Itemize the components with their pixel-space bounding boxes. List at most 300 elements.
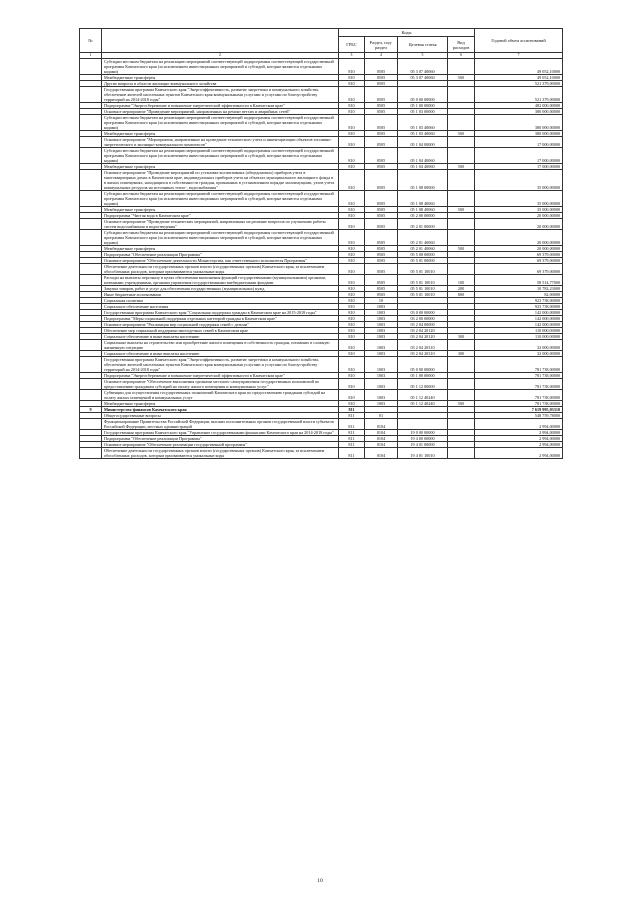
row-grbs-cell: 810 bbox=[339, 212, 365, 218]
row-amount-cell: 2 994,00000 bbox=[475, 447, 563, 458]
row-exptype-cell: 800 bbox=[448, 291, 475, 297]
row-name-cell: Иные бюджетные ассигнования bbox=[102, 291, 339, 297]
row-amount-cell: 380 000,00000 bbox=[475, 108, 563, 114]
row-num-cell bbox=[80, 447, 102, 458]
row-amount-cell: 32 000,00000 bbox=[475, 350, 563, 356]
row-target-cell: 19 4 01 10010 bbox=[398, 447, 448, 458]
row-exptype-cell bbox=[448, 378, 475, 389]
row-target-cell: 05 1 03 40060 bbox=[398, 130, 448, 136]
row-name-cell: Субсидии местным бюджетам на реализацию мероприятий соответствующей подпрограммы соответствующей государственной программы Камчатского края (за исключением инвестиционных мероприятий и субсидий, которые являются отдельными кодами) bbox=[102, 114, 339, 130]
row-target-cell: 05 1 04 00000 bbox=[398, 136, 448, 147]
row-grbs-cell: 810 bbox=[339, 218, 365, 229]
row-target-cell: 05 1 12 00000 bbox=[398, 378, 448, 389]
row-name-cell: Социальное обеспечение и иные выплаты населению bbox=[102, 333, 339, 339]
row-target-cell: 05 5 01 10010 bbox=[398, 274, 448, 285]
row-exptype-cell bbox=[448, 147, 475, 163]
column-number: 4 bbox=[365, 53, 398, 59]
row-section-cell: 0505 bbox=[365, 245, 398, 251]
row-name-cell: Государственная программа Камчатского края "Социальная поддержка граждан в Камчатском крае на 2015-2018 годы" bbox=[102, 309, 339, 315]
row-target-cell: 05 2 01 40060 bbox=[398, 229, 448, 245]
row-exptype-cell: 500 bbox=[448, 74, 475, 80]
row-target-cell: 05 1 00 00000 bbox=[398, 102, 448, 108]
row-target-cell: 05 1 04 40060 bbox=[398, 147, 448, 163]
row-section-cell: 0505 bbox=[365, 108, 398, 114]
row-exptype-cell: 200 bbox=[448, 285, 475, 291]
table-row bbox=[80, 114, 563, 130]
row-grbs-cell: 811 bbox=[339, 435, 365, 441]
row-exptype-cell bbox=[448, 58, 475, 74]
table-body bbox=[80, 58, 563, 458]
row-amount-cell: 2 994,00000 bbox=[475, 429, 563, 435]
table-row bbox=[80, 418, 563, 429]
row-amount-cell: 69 379,00000 bbox=[475, 263, 563, 274]
row-section-cell: 10 bbox=[365, 297, 398, 303]
row-num-cell bbox=[80, 263, 102, 274]
row-amount-cell: 20 000,00000 bbox=[475, 212, 563, 218]
row-grbs-cell: 811 bbox=[339, 412, 365, 418]
row-section-cell: 0505 bbox=[365, 291, 398, 297]
row-name-cell: Подпрограмма "Энергосбережение и повышение энергетической эффективности в Камчатском крае" bbox=[102, 102, 339, 108]
row-amount-cell: 110 000,00000 bbox=[475, 333, 563, 339]
column-number: 1 bbox=[80, 53, 102, 59]
row-amount-cell: 781 738,00000 bbox=[475, 372, 563, 378]
row-amount-cell: 548 759,78000 bbox=[475, 412, 563, 418]
row-grbs-cell: 810 bbox=[339, 321, 365, 327]
row-amount-cell: 49 052,10000 bbox=[475, 74, 563, 80]
row-target-cell: 05 5 01 10010 bbox=[398, 263, 448, 274]
row-section-cell: 0505 bbox=[365, 80, 398, 86]
row-target-cell: 03 2 04 20310 bbox=[398, 339, 448, 350]
row-section-cell: 0505 bbox=[365, 212, 398, 218]
row-amount-cell: 380 000,00000 bbox=[475, 130, 563, 136]
row-amount-cell: 923 738,00000 bbox=[475, 303, 563, 309]
row-section-cell: 1003 bbox=[365, 356, 398, 372]
row-grbs-cell: 810 bbox=[339, 285, 365, 291]
row-target-cell bbox=[398, 418, 448, 429]
row-grbs-cell: 810 bbox=[339, 389, 365, 400]
budget-table bbox=[79, 28, 563, 459]
table-row bbox=[80, 169, 563, 190]
row-target-cell: 05 2 01 00000 bbox=[398, 218, 448, 229]
row-section-cell: 0104 bbox=[365, 447, 398, 458]
row-grbs-cell: 810 bbox=[339, 356, 365, 372]
row-amount-cell: 58 514,77000 bbox=[475, 274, 563, 285]
row-target-cell: 19 0 00 00000 bbox=[398, 429, 448, 435]
row-grbs-cell: 810 bbox=[339, 274, 365, 285]
row-grbs-cell: 810 bbox=[339, 130, 365, 136]
row-amount-cell: 781 738,00000 bbox=[475, 378, 563, 389]
row-target-cell: 05 2 00 00000 bbox=[398, 212, 448, 218]
table-row bbox=[80, 274, 563, 285]
row-grbs-cell: 810 bbox=[339, 257, 365, 263]
row-grbs-cell: 810 bbox=[339, 297, 365, 303]
row-section-cell: 0505 bbox=[365, 163, 398, 169]
row-grbs-cell: 811 bbox=[339, 406, 365, 412]
row-name-cell: Субвенции для осуществления государственных полномочий Камчатского края по предоставлению гражданам субсидий на оплату жилых помещений и коммунальных услуг bbox=[102, 389, 339, 400]
row-name-cell: Министерство финансов Камчатского края bbox=[102, 406, 339, 412]
row-grbs-cell: 811 bbox=[339, 447, 365, 458]
row-name-cell: Подпрограмма "Энергосбережение и повышение энергетической эффективности в Камчатском крае" bbox=[102, 372, 339, 378]
row-target-cell: 03 2 04 20310 bbox=[398, 350, 448, 356]
row-section-cell: 0104 bbox=[365, 441, 398, 447]
row-amount-cell: 781 738,00000 bbox=[475, 389, 563, 400]
column-number: 3 bbox=[339, 53, 365, 59]
row-amount-cell: 32 000,00000 bbox=[475, 339, 563, 350]
row-exptype-cell bbox=[448, 356, 475, 372]
row-target-cell: 05 2 01 40060 bbox=[398, 245, 448, 251]
row-grbs-cell: 810 bbox=[339, 136, 365, 147]
column-number: 5 bbox=[398, 53, 448, 59]
row-num-cell bbox=[80, 86, 102, 102]
table-row bbox=[80, 339, 563, 350]
row-exptype-cell: 300 bbox=[448, 333, 475, 339]
row-grbs-cell: 811 bbox=[339, 429, 365, 435]
row-grbs-cell: 810 bbox=[339, 378, 365, 389]
row-grbs-cell: 810 bbox=[339, 291, 365, 297]
column-number: 2 bbox=[102, 53, 339, 59]
row-amount-cell: 17 000,00000 bbox=[475, 136, 563, 147]
row-section-cell: 0505 bbox=[365, 251, 398, 257]
row-grbs-cell: 810 bbox=[339, 400, 365, 406]
row-name-cell: Субсидии местным бюджетам на реализацию мероприятий соответствующей подпрограммы соответствующей государственной программы Камчатского края (за исключением инвестиционных мероприятий и субсидий, которые являются отдельными кодами) bbox=[102, 147, 339, 163]
row-grbs-cell: 810 bbox=[339, 315, 365, 321]
row-num-cell bbox=[80, 136, 102, 147]
row-grbs-cell: 810 bbox=[339, 327, 365, 333]
row-grbs-cell: 810 bbox=[339, 86, 365, 102]
row-name-cell: Основное мероприятие "Проведение мероприятий по установке коллективных (общедомовых) приборов учета в многоквартирных домах в Камчатском крае, индивидуальных приборов учета на объектах муниципального жилищного фонда и в жилых помещениях, находящихся в собственности граждан, признанных в установленном порядке малоимущими, узлов учета коммунальных ресурсов на источниках тепло-, водоснабжения" bbox=[102, 169, 339, 190]
row-target-cell: 03 2 00 00000 bbox=[398, 315, 448, 321]
row-name-cell: Основное мероприятие "Проведение технических мероприятий, направленных на решение вопросов по улучшению работы систем водоснабжения и водоотведения" bbox=[102, 218, 339, 229]
row-amount-cell: 20 000,00000 bbox=[475, 245, 563, 251]
header-num: № bbox=[80, 29, 102, 53]
row-grbs-cell: 810 bbox=[339, 102, 365, 108]
row-grbs-cell: 810 bbox=[339, 169, 365, 190]
row-name-cell: Субсидии местным бюджетам на реализацию мероприятий соответствующей подпрограммы соответствующей государственной программы Камчатского края (за исключением инвестиционных мероприятий и субсидий, которые являются отдельными кодами) bbox=[102, 58, 339, 74]
row-num-cell bbox=[80, 356, 102, 372]
row-name-cell: Функционирование Правительства Российской Федерации, высших исполнительных органов государственной власти субъектов Российской Федерации, местных администраций bbox=[102, 418, 339, 429]
row-num-cell bbox=[80, 147, 102, 163]
row-target-cell: 05 5 00 00000 bbox=[398, 251, 448, 257]
header-exptype: Вид расходов bbox=[448, 37, 475, 53]
row-amount-cell: 17 000,00000 bbox=[475, 147, 563, 163]
row-name-cell: Другие вопросы в области жилищно-коммунального хозяйства bbox=[102, 80, 339, 86]
row-grbs-cell: 810 bbox=[339, 163, 365, 169]
row-target-cell: 05 1 12 40240 bbox=[398, 400, 448, 406]
row-section-cell: 1003 bbox=[365, 333, 398, 339]
row-section-cell: 0505 bbox=[365, 58, 398, 74]
table-header bbox=[80, 29, 563, 59]
row-grbs-cell: 810 bbox=[339, 190, 365, 206]
row-name-cell: Основное мероприятие "Приведение мероприятий, направленных на ремонт ветхих и аварийных сетей" bbox=[102, 108, 339, 114]
row-target-cell: 05 5 01 00000 bbox=[398, 257, 448, 263]
table-row bbox=[80, 190, 563, 206]
row-amount-cell: 521 379,00000 bbox=[475, 80, 563, 86]
row-section-cell: 1003 bbox=[365, 350, 398, 356]
table-row bbox=[80, 356, 563, 372]
row-exptype-cell: 300 bbox=[448, 350, 475, 356]
row-exptype-cell: 500 bbox=[448, 130, 475, 136]
row-target-cell: 05 1 03 00000 bbox=[398, 108, 448, 114]
row-section-cell: 0505 bbox=[365, 218, 398, 229]
row-name-cell: Социальное обеспечение и иные выплаты населению bbox=[102, 350, 339, 356]
row-target-cell: 05 1 12 40240 bbox=[398, 389, 448, 400]
row-name-cell: Основное мероприятие "Обеспечение выполнения органами местного самоуправления государственных полномочий по предоставлению гражданам субсидий на оплату жилого помещения и коммунальных услуг" bbox=[102, 378, 339, 389]
row-amount-cell: 380 000,00000 bbox=[475, 114, 563, 130]
row-name-cell: Обеспечение мер социальной поддержки многодетных семей в Камчатском крае bbox=[102, 327, 339, 333]
row-section-cell: 0505 bbox=[365, 206, 398, 212]
row-amount-cell: 7 619 995,03310 bbox=[475, 406, 563, 412]
row-name-cell: Социальные выплаты на строительство или приобретение жилого помещения в собственность граждан, попавших в сложную жизненную ситуацию bbox=[102, 339, 339, 350]
row-amount-cell: 142 000,00000 bbox=[475, 309, 563, 315]
column-number: 6 bbox=[448, 53, 475, 59]
row-amount-cell: 35 000,00000 bbox=[475, 206, 563, 212]
row-amount-cell: 2 994,00000 bbox=[475, 435, 563, 441]
row-amount-cell: 20 000,00000 bbox=[475, 229, 563, 245]
row-section-cell: 1003 bbox=[365, 378, 398, 389]
table-row bbox=[80, 147, 563, 163]
header-name bbox=[102, 29, 339, 53]
table-row bbox=[80, 263, 563, 274]
row-num-cell bbox=[80, 229, 102, 245]
row-amount-cell: 49 052,10000 bbox=[475, 58, 563, 74]
row-name-cell: Межбюджетные трансферты bbox=[102, 74, 339, 80]
row-num-cell bbox=[80, 339, 102, 350]
header-target: Целевая статья bbox=[398, 37, 448, 53]
row-grbs-cell: 810 bbox=[339, 350, 365, 356]
row-section-cell: 1003 bbox=[365, 339, 398, 350]
header-codes: Коды bbox=[339, 29, 475, 37]
row-grbs-cell: 810 bbox=[339, 74, 365, 80]
row-num-cell bbox=[80, 389, 102, 400]
row-grbs-cell: 810 bbox=[339, 251, 365, 257]
table-row bbox=[80, 58, 563, 74]
row-exptype-cell bbox=[448, 114, 475, 130]
row-name-cell: Субсидии местным бюджетам на реализацию мероприятий соответствующей подпрограммы соответствующей государственной программы Камчатского края (за исключением инвестиционных мероприятий и субсидий, которые являются отдельными кодами) bbox=[102, 190, 339, 206]
row-name-cell: Основное мероприятие "Реализация мер социальной поддержки семей с детьми" bbox=[102, 321, 339, 327]
row-num-cell bbox=[80, 58, 102, 74]
row-section-cell: 0505 bbox=[365, 285, 398, 291]
table-row bbox=[80, 86, 563, 102]
row-amount-cell: 82,00000 bbox=[475, 291, 563, 297]
row-target-cell: 03 0 00 00000 bbox=[398, 309, 448, 315]
table-row bbox=[80, 447, 563, 458]
row-name-cell: Государственная программа Камчатского края "Энергоэффективность, развитие энергетики и коммунального хозяйства, обеспечение жителей населенных пунктов Камчатского края коммунальными услугами и услугами по благоустройству территорий на 2014-2018 годы" bbox=[102, 86, 339, 102]
row-amount-cell: 482 000,00000 bbox=[475, 102, 563, 108]
row-name-cell: Основное мероприятие "Мероприятия, направленные на проведение технического учета и инвентаризации объектов топливно-энергетического и жилищно-коммунального комплексов" bbox=[102, 136, 339, 147]
row-target-cell: 05 3 07 40060 bbox=[398, 74, 448, 80]
row-exptype-cell bbox=[448, 229, 475, 245]
row-grbs-cell: 810 bbox=[339, 245, 365, 251]
row-section-cell: 0505 bbox=[365, 130, 398, 136]
row-num-cell bbox=[80, 218, 102, 229]
row-exptype-cell bbox=[448, 389, 475, 400]
row-target-cell: 05 1 04 40060 bbox=[398, 163, 448, 169]
row-section-cell: 0505 bbox=[365, 274, 398, 285]
row-grbs-cell: 810 bbox=[339, 303, 365, 309]
row-grbs-cell: 811 bbox=[339, 441, 365, 447]
row-num-cell bbox=[80, 190, 102, 206]
row-num-cell: 9 bbox=[80, 406, 102, 412]
row-grbs-cell: 810 bbox=[339, 80, 365, 86]
row-amount-cell: 10 782,23000 bbox=[475, 285, 563, 291]
row-section-cell: 0104 bbox=[365, 418, 398, 429]
row-grbs-cell: 810 bbox=[339, 229, 365, 245]
row-amount-cell: 2 994,00000 bbox=[475, 418, 563, 429]
table-row bbox=[80, 229, 563, 245]
row-name-cell: Субсидии местным бюджетам на реализацию мероприятий соответствующей подпрограммы соответствующей государственной программы Камчатского края (за исключением инвестиционных мероприятий и субсидий, которые являются отдельными кодами) bbox=[102, 229, 339, 245]
row-exptype-cell bbox=[448, 136, 475, 147]
row-name-cell: Межбюджетные трансферты bbox=[102, 400, 339, 406]
row-grbs-cell: 810 bbox=[339, 147, 365, 163]
row-num-cell bbox=[80, 114, 102, 130]
row-section-cell: 0505 bbox=[365, 74, 398, 80]
row-amount-cell: 69 379,00000 bbox=[475, 257, 563, 263]
row-amount-cell: 142 000,00000 bbox=[475, 315, 563, 321]
row-exptype-cell: 500 bbox=[448, 163, 475, 169]
row-name-cell: Социальное обеспечение населения bbox=[102, 303, 339, 309]
header-grbs: ГРБС bbox=[339, 37, 365, 53]
row-section-cell: 1003 bbox=[365, 303, 398, 309]
row-amount-cell: 35 000,00000 bbox=[475, 190, 563, 206]
row-exptype-cell bbox=[448, 447, 475, 458]
row-exptype-cell bbox=[448, 86, 475, 102]
header-annual: Годовой объем ассигнований bbox=[475, 29, 563, 53]
row-name-cell: Государственная программа Камчатского края "Управление государственными финансами Камчатского края на 2014-2018 годы" bbox=[102, 429, 339, 435]
row-section-cell: 1003 bbox=[365, 389, 398, 400]
row-name-cell: Межбюджетные трансферты bbox=[102, 245, 339, 251]
row-exptype-cell bbox=[448, 190, 475, 206]
row-name-cell: Государственная программа Камчатского края "Энергоэффективность, развитие энергетики и коммунального хозяйства, обеспечение жителей населенных пунктов Камчатского края коммунальными услугами и услугами по благоустройству территорий на 2014-2018 годы" bbox=[102, 356, 339, 372]
row-section-cell: 0104 bbox=[365, 435, 398, 441]
row-section-cell: 0104 bbox=[365, 429, 398, 435]
row-grbs-cell: 811 bbox=[339, 418, 365, 429]
row-grbs-cell: 810 bbox=[339, 206, 365, 212]
row-target-cell: 19 4 01 00000 bbox=[398, 441, 448, 447]
row-amount-cell: 35 000,00000 bbox=[475, 169, 563, 190]
row-exptype-cell: 500 bbox=[448, 206, 475, 212]
row-name-cell: Закупка товаров, работ и услуг для обеспечения государственных (муниципальных) нужд bbox=[102, 285, 339, 291]
row-section-cell: 0505 bbox=[365, 102, 398, 108]
row-name-cell: Обеспечение деятельности государственных органов власти (государственных органов) Камчатского края, за исключением обособленных расходов, которым присваиваются уникальные коды bbox=[102, 447, 339, 458]
row-section-cell: 0505 bbox=[365, 136, 398, 147]
row-name-cell: Основное мероприятие "Обеспечение деятельности Министерства, как ответственного исполнителя Программы" bbox=[102, 257, 339, 263]
row-grbs-cell: 810 bbox=[339, 114, 365, 130]
row-section-cell: 0505 bbox=[365, 190, 398, 206]
row-target-cell: 05 5 01 10010 bbox=[398, 291, 448, 297]
row-section-cell: 0505 bbox=[365, 169, 398, 190]
row-name-cell: Подпрограмма "Обеспечение реализации Программы" bbox=[102, 435, 339, 441]
header-section: Раздел, под-раздел bbox=[365, 37, 398, 53]
row-target-cell: 05 1 00 00000 bbox=[398, 372, 448, 378]
row-exptype-cell bbox=[448, 169, 475, 190]
row-section-cell: 1003 bbox=[365, 315, 398, 321]
row-name-cell: Межбюджетные трансферты bbox=[102, 206, 339, 212]
row-amount-cell: 2 994,00000 bbox=[475, 441, 563, 447]
table-row bbox=[80, 136, 563, 147]
table-row bbox=[80, 389, 563, 400]
row-exptype-cell bbox=[448, 339, 475, 350]
row-section-cell: 0505 bbox=[365, 114, 398, 130]
row-grbs-cell: 810 bbox=[339, 263, 365, 274]
row-section-cell: 1003 bbox=[365, 327, 398, 333]
row-section-cell: 0505 bbox=[365, 147, 398, 163]
row-target-cell: 05 0 00 00000 bbox=[398, 356, 448, 372]
row-section-cell: 0505 bbox=[365, 257, 398, 263]
row-section-cell: 1003 bbox=[365, 372, 398, 378]
row-num-cell bbox=[80, 418, 102, 429]
row-section-cell: 0505 bbox=[365, 229, 398, 245]
row-name-cell: Расходы на выплаты персоналу в целях обеспечения выполнения функций государственными (муниципальными) органами, казенными учреждениями, органами управления государственными внебюджетными фондами bbox=[102, 274, 339, 285]
row-target-cell: 03 2 04 00000 bbox=[398, 321, 448, 327]
row-amount-cell: 20 000,00000 bbox=[475, 218, 563, 229]
row-name-cell: Подпрограмма "Обеспечение реализации Программы" bbox=[102, 251, 339, 257]
row-target-cell: 19 4 00 00000 bbox=[398, 435, 448, 441]
table-row bbox=[80, 378, 563, 389]
row-target-cell: 05 1 08 40060 bbox=[398, 206, 448, 212]
row-exptype-cell: 500 bbox=[448, 400, 475, 406]
row-name-cell: Межбюджетные трансферты bbox=[102, 163, 339, 169]
row-exptype-cell bbox=[448, 418, 475, 429]
row-grbs-cell: 810 bbox=[339, 339, 365, 350]
row-grbs-cell: 810 bbox=[339, 108, 365, 114]
row-section-cell: 1003 bbox=[365, 400, 398, 406]
row-amount-cell: 69 379,00000 bbox=[475, 251, 563, 257]
row-amount-cell: 923 738,00000 bbox=[475, 297, 563, 303]
row-target-cell: 03 2 04 20120 bbox=[398, 327, 448, 333]
row-name-cell: Подпрограмма "Чистая вода в Камчатском крае" bbox=[102, 212, 339, 218]
row-grbs-cell: 810 bbox=[339, 333, 365, 339]
row-target-cell: 05 5 01 10010 bbox=[398, 285, 448, 291]
row-section-cell: 0505 bbox=[365, 263, 398, 274]
row-target-cell: 05 0 00 00000 bbox=[398, 86, 448, 102]
row-exptype-cell: 500 bbox=[448, 245, 475, 251]
row-target-cell: 05 1 08 00000 bbox=[398, 169, 448, 190]
row-section-cell: 01 bbox=[365, 412, 398, 418]
row-exptype-cell bbox=[448, 263, 475, 274]
row-exptype-cell: 100 bbox=[448, 274, 475, 285]
table-row bbox=[80, 218, 563, 229]
row-name-cell: Подпрограмма "Меры социальной поддержки отдельных категорий граждан в Камчатском крае" bbox=[102, 315, 339, 321]
row-num-cell bbox=[80, 274, 102, 285]
row-amount-cell: 781 738,00000 bbox=[475, 400, 563, 406]
row-amount-cell: 17 000,00000 bbox=[475, 163, 563, 169]
row-amount-cell: 110 000,00000 bbox=[475, 327, 563, 333]
row-target-cell: 05 1 08 40060 bbox=[398, 190, 448, 206]
row-num-cell bbox=[80, 169, 102, 190]
row-name-cell: Общегосударственные вопросы bbox=[102, 412, 339, 418]
row-section-cell: 0505 bbox=[365, 86, 398, 102]
page-number: 10 bbox=[317, 878, 323, 884]
row-target-cell: 05 1 03 40060 bbox=[398, 114, 448, 130]
row-grbs-cell: 810 bbox=[339, 372, 365, 378]
row-grbs-cell: 810 bbox=[339, 58, 365, 74]
row-num-cell bbox=[80, 378, 102, 389]
row-amount-cell: 142 000,00000 bbox=[475, 321, 563, 327]
row-amount-cell: 521 379,00000 bbox=[475, 86, 563, 102]
row-target-cell: 03 2 04 20120 bbox=[398, 333, 448, 339]
row-exptype-cell bbox=[448, 218, 475, 229]
row-target-cell: 05 3 07 40060 bbox=[398, 58, 448, 74]
row-section-cell: 1003 bbox=[365, 309, 398, 315]
row-section-cell: 1003 bbox=[365, 321, 398, 327]
row-amount-cell: 781 738,00000 bbox=[475, 356, 563, 372]
row-name-cell: Социальная политика bbox=[102, 297, 339, 303]
column-number: 7 bbox=[475, 53, 563, 59]
row-name-cell: Межбюджетные трансферты bbox=[102, 130, 339, 136]
row-grbs-cell: 810 bbox=[339, 309, 365, 315]
row-name-cell: Обеспечение деятельности государственных органов власти (государственных органов) Камчатского края, за исключением обособленных расходов, которым присваиваются уникальные коды bbox=[102, 263, 339, 274]
row-name-cell: Основное мероприятие "Обеспечение реализации государственной программы" bbox=[102, 441, 339, 447]
